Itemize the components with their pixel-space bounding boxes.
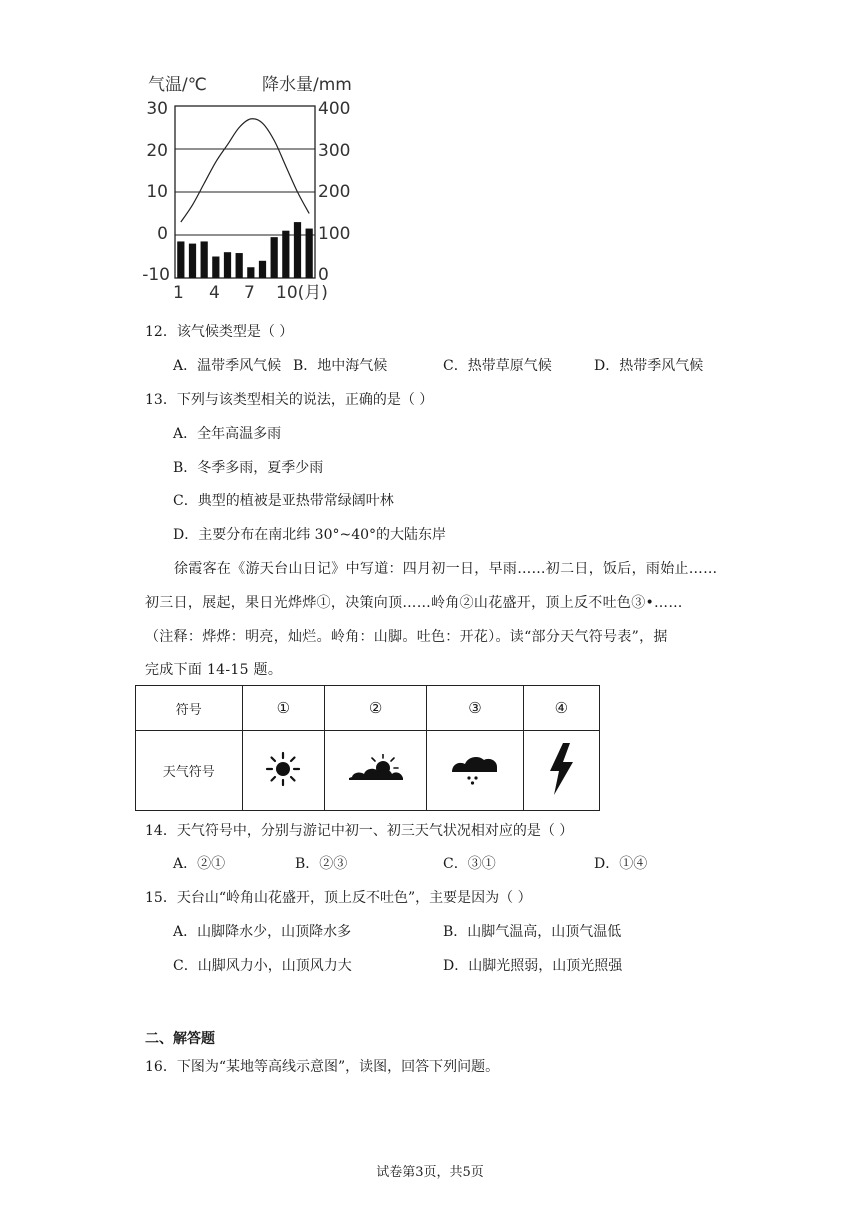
passage-line-4: 完成下面 14-15 题。 (145, 662, 283, 678)
climate-chart (140, 66, 380, 306)
precipitation-bar (259, 261, 266, 278)
q12-option-d[interactable]: D．热带季风气候 (594, 358, 704, 374)
sunny-icon (265, 751, 301, 787)
q12-option-c[interactable]: C．热带草原气候 (443, 358, 552, 374)
temperature-line (181, 119, 309, 222)
precipitation-bar (236, 253, 243, 278)
left-tick: 10 (146, 182, 168, 202)
question-12-stem: 12．该气候类型是（ ） (145, 324, 294, 340)
precipitation-bar (189, 244, 196, 278)
question-13-stem: 13．下列与该类型相关的说法，正确的是（ ） (145, 392, 434, 408)
q12-option-a[interactable]: A．温带季风气候 (173, 358, 282, 374)
q15-option-b[interactable]: B．山脚气温高，山顶气温低 (443, 924, 622, 940)
passage-line-3: （注释：烨烨：明亮，灿烂。岭角：山脚。吐色：开花）。读“部分天气符号表”，据 (145, 629, 668, 645)
table-column-1: ① (242, 686, 324, 731)
q14-option-a[interactable]: A．②① (173, 856, 226, 872)
table-column-3: ③ (427, 686, 523, 731)
right-tick: 100 (318, 224, 351, 244)
weather-symbol-table (135, 685, 600, 811)
q15-option-a[interactable]: A．山脚降水少，山顶降水多 (173, 924, 352, 940)
right-tick: 0 (318, 265, 329, 285)
q15-option-d[interactable]: D．山脚光照弱，山顶光照强 (443, 958, 623, 974)
x-tick: 4 (209, 283, 220, 303)
precipitation-bar (247, 267, 254, 278)
x-tick: 7 (244, 283, 255, 303)
q13-option-c[interactable]: C．典型的植被是亚热带常绿阔叶林 (173, 493, 394, 509)
precipitation-bar (201, 241, 208, 278)
question-16-stem: 16．下图为“某地等高线示意图”，读图，回答下列问题。 (145, 1059, 500, 1075)
q14-option-c[interactable]: C．③① (443, 856, 496, 872)
right-tick: 300 (318, 141, 351, 161)
q14-option-d[interactable]: D．①④ (594, 856, 648, 872)
lightning-cell (523, 731, 599, 811)
left-tick: 0 (157, 224, 168, 244)
q13-option-d[interactable]: D．主要分布在南北纬 30°~40°的大陆东岸 (173, 527, 447, 543)
precipitation-bar (212, 257, 219, 279)
section-title: 二、解答题 (145, 1031, 215, 1047)
question-15-stem: 15．天台山“岭角山花盛开，顶上反不吐色”，主要是因为（ ） (145, 890, 532, 906)
q15-option-c[interactable]: C．山脚风力小，山顶风力大 (173, 958, 352, 974)
cloud-drizzle-icon (449, 752, 501, 786)
precip-axis-label: 降水量/mm (262, 75, 352, 95)
left-tick: 20 (146, 141, 168, 161)
lightning-icon (546, 742, 576, 796)
table-header-label: 符号 (136, 686, 243, 731)
precipitation-bar (224, 252, 231, 278)
left-tick: -10 (142, 265, 170, 285)
precipitation-bar (294, 222, 301, 278)
passage-line-1: 徐霞客在《游天台山日记》中写道：四月初一日，早雨……初二日，饭后，雨始止…… (174, 561, 718, 577)
q13-option-b[interactable]: B．冬季多雨，夏季少雨 (173, 460, 324, 476)
x-tick: 10(月) (276, 283, 328, 303)
precipitation-bar (271, 237, 278, 278)
q12-option-b[interactable]: B．地中海气候 (293, 358, 388, 374)
page-footer: 试卷第3页，共5页 (376, 1165, 484, 1180)
right-tick: 200 (318, 182, 351, 202)
partly-cloudy-cell (324, 731, 426, 811)
q14-option-b[interactable]: B．②③ (295, 856, 348, 872)
cloud-drizzle-cell (427, 731, 523, 811)
table-column-4: ④ (523, 686, 599, 731)
precipitation-bar (282, 231, 289, 278)
sunny-cell (242, 731, 324, 811)
table-column-2: ② (324, 686, 426, 731)
left-tick: 30 (146, 99, 168, 119)
q13-option-a[interactable]: A．全年高温多雨 (173, 426, 282, 442)
temp-axis-label: 气温/℃ (148, 75, 207, 95)
table-row-label: 天气符号 (136, 731, 243, 811)
precipitation-bar (177, 241, 184, 278)
x-tick: 1 (173, 283, 184, 303)
right-tick: 400 (318, 99, 351, 119)
precipitation-bar (306, 229, 313, 278)
passage-line-2: 初三日，展起，果日光烨烨①，决策向顶……岭角②山花盛开，顶上反不吐色③•…… (145, 595, 683, 611)
partly-cloudy-icon (347, 754, 405, 784)
question-14-stem: 14．天气符号中，分别与游记中初一、初三天气状况相对应的是（ ） (145, 823, 574, 839)
